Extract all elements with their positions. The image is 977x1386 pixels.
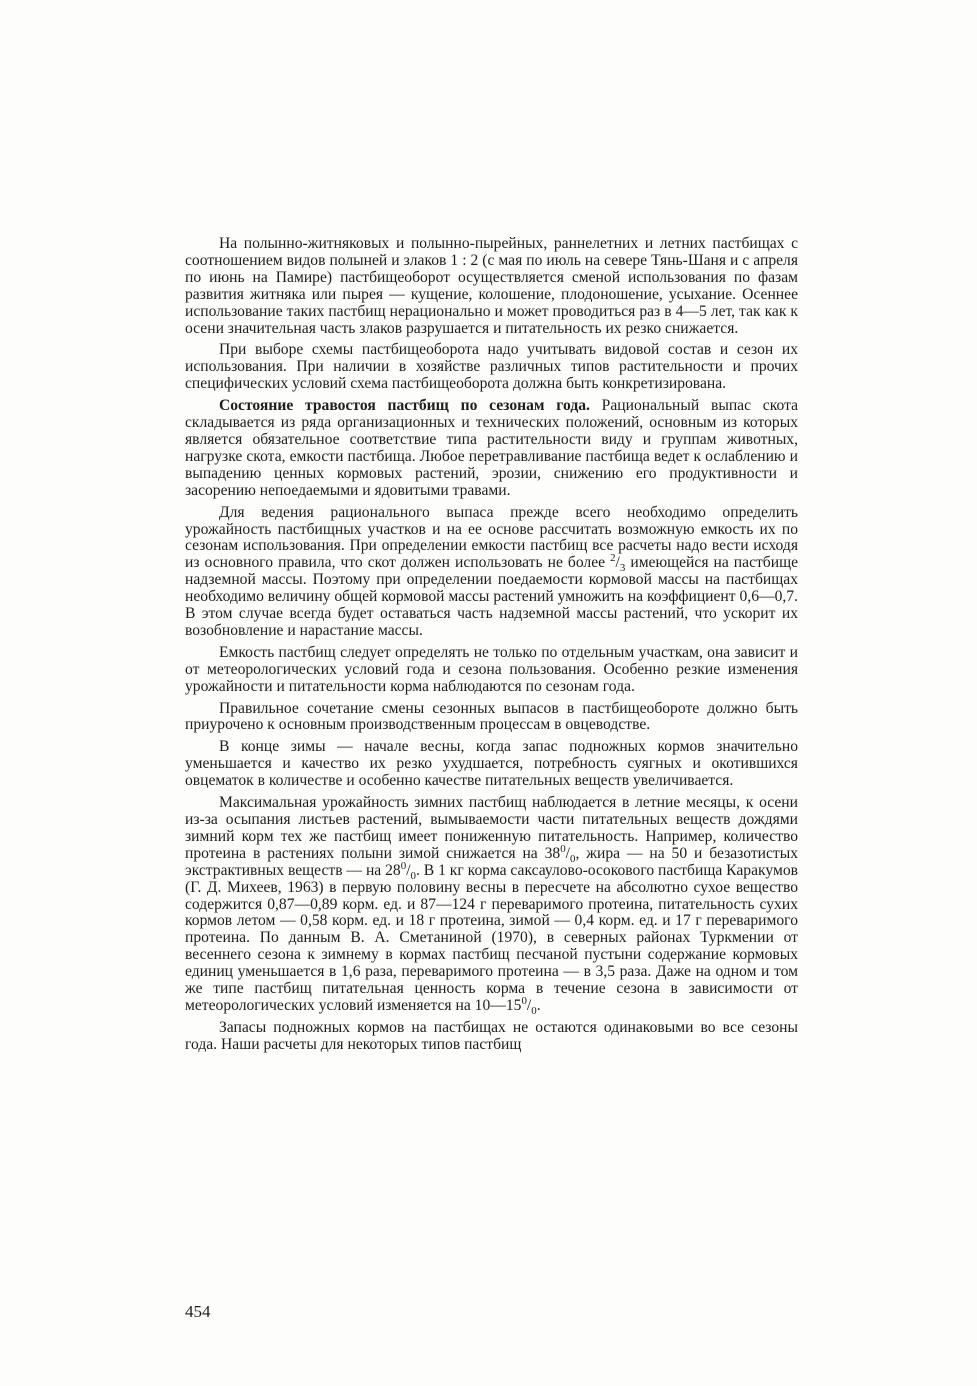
paragraph-text-after: имеющейся на пастбище надземной массы. Поэтому при определении поедаемости кормовой массы на пастбищах необходимо величину общей кормовой массы растений умножить на коэффициент 0,6—0,7. В этом случае всегда будет оставаться часть надземной массы растений, что ускорит их возобновление и нарастание массы. [185,554,799,639]
paragraph-end-of-winter: В конце зимы — начале весны, когда запас подножных кормов значительно уменьшается и качество их резко ухудшается, потребность суягных и окотившихся овцематок в количестве и особенно качестве питательных веществ увеличивается. [185,738,798,790]
paragraph-rotation-scheme: При выборе схемы пастбищеоборота надо учитывать видовой состав и сезон их использования. При наличии в хозяйстве различных типов растительности и прочих специфических условий схема пастбищеоборота должна быть конкретизирована. [185,341,798,393]
paragraph-text: Рациональный выпас скота складывается из ряда организационных и технических положений, основным из которых является обязательное соответствие типа растительности виду и группам животных, нагрузке скота, емкости пастбища. Любое перетравливание пастбища ведет к ослаблению и выпадению ценных кормовых растений, эрозии, снижению его продуктивности и засорению непоедаемыми и ядовитыми травами. [185,397,798,499]
paragraph-text-c: . В 1 кг корма саксаулово-осокового пастбища Каракумов (Г. Д. Михеев, 1963) в первую половину весны в пересчете на абсолютно сухое вещество содержится 0,87—0,89 корм. ед. и 87—124 г переваримого протеина, питательность сухих кормов летом — 0,58 корм. ед. и 18 г протеина, зимой — 0,4 корм. ед. и 17 г переваримого протеина. По данным В. А. Сметаниной (1970), в северных районах Туркмении от весеннего сезона к зимнему в кормах пастбищ песчаной пустыни содержание кормовых единиц уменьшается в 1,6 раза, переваримого протеина — в 3,5 раза. Даже на одном и том же типе пастбищ питательная ценность корма в течение сезона в зависимости от метеорологических условий изменяется на 10—15 [185,861,798,1014]
section-heading: Состояние травостоя пастбищ по сезонам года. [219,397,590,415]
fraction-denominator: 3 [619,562,626,575]
paragraph-forage-reserves: Запасы подножных кормов на пастбищах не остаются одинаковыми во все сезоны года. Наши расчеты для некоторых типов пастбищ [185,1018,798,1053]
paragraph-grass-condition [185,398,798,499]
page-number: 454 [185,1302,211,1321]
paragraph-text-before: Для ведения рационального выпаса прежде всего необходимо определить урожайность пастбищных участков и на ее основе рассчитать возможную емкость их по сезонам использования. При определении емкости пастбищ все расчеты надо вести исходя из основного правила, что скот должен использовать не более [185,503,798,572]
percent-sub: 0 [570,852,576,865]
percent-sub: 0 [410,869,416,882]
percent-sup: 0 [521,994,527,1007]
paragraph-text-a: Максимальная урожайность зимних пастбищ наблюдается в летние месяцы, к осени из-за осыпания листьев растений, вымываемости части питательных веществ дождями зимний корм тех же пастбищ имеет пониженную питательность. Например, количество протеина в растениях полыни зимой снижается на 38 [185,794,798,862]
paragraph-wormwood-pastures: На полынно-житняковых и полынно-пырейных, раннелетних и летних пастбищах с соотношением видов полыней и злаков 1 : 2 (с мая по июль на севере Тянь-Шаня и с апреля по июнь на Памире) пастбищеоборот осуществляется сменой использования по фазам развития житняка или пырея — кущение, колошение, плодоношение, усыхание. Осеннее использование таких пастбищ нерационально и может проводиться раз в 4—5 лет, так как к осени значительная часть злаков разрушается и питательность их резко снижается. [185,235,798,337]
percent-sub: 0 [531,1005,537,1018]
percent-sup: 0 [400,859,407,872]
body-text [185,236,798,1054]
percent-sup: 0 [560,842,566,855]
paragraph-seasonal-combination: Правильное сочетание смены сезонных выпасов в пастбищеобороте должно быть приурочено к основным производственным процессам в овцеводстве. [185,699,798,734]
paragraph-max-yield: Максимальная урожайность зимних пастбищ наблюдается в летние месяцы, к осени из-за осыпания листьев растений, вымываемости части питательных веществ дождями зимний корм тех же пастбищ имеет пониженную питательность. Например, количество протеина в растениях полыни зимой снижается на $38^0/_0$, жира — на 50 и безазотистых экстрактивных веществ — на $28^0/_0$. В 1 кг корма саксаулово-осокового пастбища Каракумов (Г. Д. Михеев, 1963) в первую половину весны в пересчете на абсолютно сухое вещество содержится 0,87—0,89 корм. ед. и 87—124 г переваримого протеина, питательность сухих кормов летом — 0,58 корм. ед. и 18 г протеина, зимой — 0,4 корм. ед. и 17 г переваримого протеина. По данным В. А. Сметаниной (1970), в северных районах Туркмении от весеннего сезона к зимнему в кормах пастбищ песчаной пустыни содержание кормовых единиц уменьшается в 1,6 раза, переваримого протеина — в 3,5 раза. Даже на одном и том же типе пастбищ питательная ценность корма в течение сезона в зависимости от метеорологических условий изменяется на $10—15^0/_0$. [185,794,798,1018]
paragraph-text-b: , жира — на 50 и безазотистых экстрактивных веществ — на 28 [185,844,798,879]
paragraph-rational-grazing: Для ведения рационального выпаса прежде всего необходимо определить урожайность пастбищных участков и на ее основе рассчитать возможную емкость их по сезонам использования. При определении емкости пастбищ все расчеты надо вести исходя из основного правила, что скот должен использовать не более $^2/_3$ имеющейся на пастбище надземной массы. Поэтому при определении поедаемости кормовой массы на пастбищах необходимо величину общей кормовой массы растений умножить на коэффициент 0,6—0,7. В этом случае всегда будет оставаться часть надземной массы растений, что ускорит их возобновление и нарастание массы. [185,503,799,639]
paragraph-pasture-capacity: Емкость пастбищ следует определять не только по отдельным участкам, она зависит и от метеорологических условий года и сезона пользования. Особенно резкие изменения урожайности и питательности корма наблюдаются по сезонам года. [185,643,798,695]
fraction-numerator: 2 [610,552,616,565]
paragraph-text-d: . [536,996,541,1014]
